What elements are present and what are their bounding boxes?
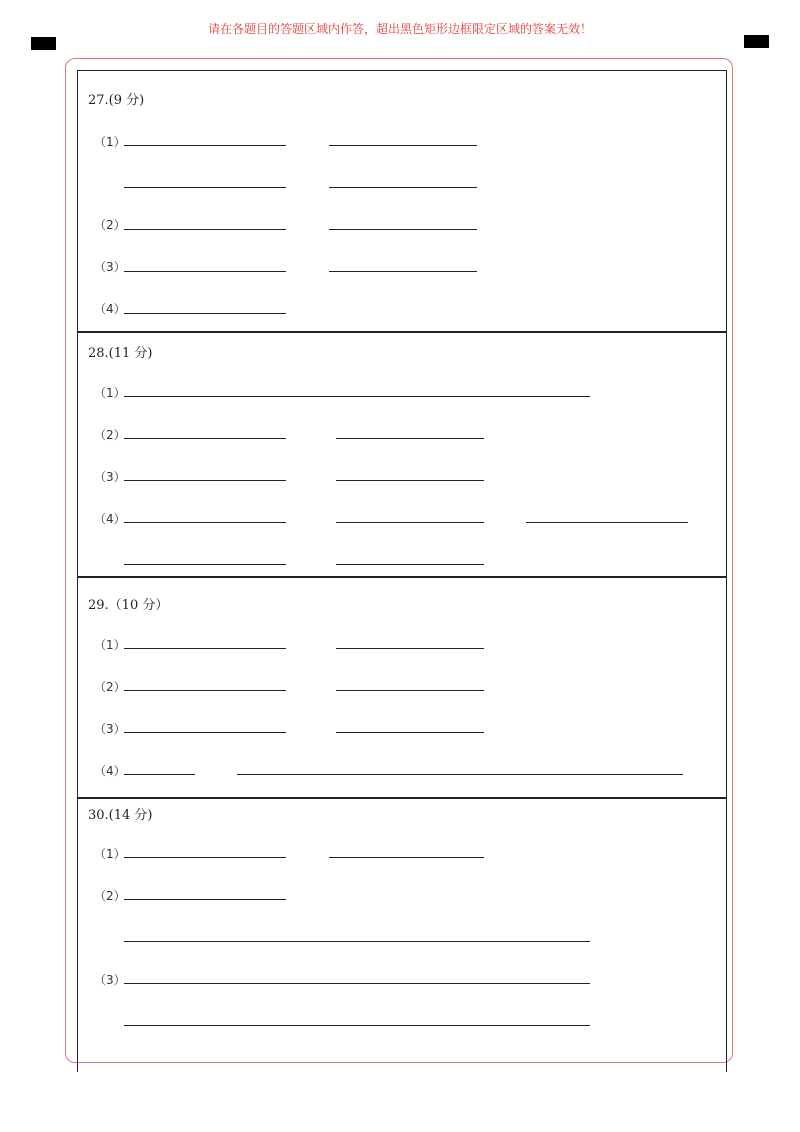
question-29-title: 29.（10 分） [88,598,169,613]
q30-2-blank-a[interactable] [124,899,286,900]
q30-2-blank-b[interactable] [124,941,590,942]
q30-item-3-number: （3） [94,973,126,987]
question-27-box [77,70,727,333]
q27-item-2-number: （2） [94,218,126,232]
alignment-mark-left [31,37,56,50]
q30-item-2-number: （2） [94,889,126,903]
q30-item-1-number: （1） [94,847,126,861]
q27-1-blank-b[interactable] [329,145,477,146]
q27-item-3-number: （3） [94,260,126,274]
q29-item-3-number: （3） [94,722,126,736]
q28-4-blank-b[interactable] [336,522,484,523]
question-30-box [77,797,727,1072]
q27-3-blank-b[interactable] [329,271,477,272]
q27-1-blank-a[interactable] [124,145,286,146]
answer-area-warning: 请在各题目的答题区域内作答，超出黑色矩形边框限定区域的答案无效！ [207,22,592,36]
alignment-mark-right [744,35,769,48]
q28-4-blank-e[interactable] [336,564,484,565]
q27-2-blank-b[interactable] [329,229,477,230]
q28-4-blank-d[interactable] [124,564,286,565]
q29-1-blank-b[interactable] [336,648,484,649]
q27-2-blank-a[interactable] [124,229,286,230]
q29-2-blank-b[interactable] [336,690,484,691]
q27-item-1-number: （1） [94,135,126,149]
q29-3-blank-a[interactable] [124,732,286,733]
q28-1-blank-a[interactable] [124,396,590,397]
q28-4-blank-a[interactable] [124,522,286,523]
q28-3-blank-b[interactable] [336,480,484,481]
q30-1-blank-b[interactable] [329,857,484,858]
q29-4-blank-a[interactable] [124,774,195,775]
q27-1-blank-c[interactable] [124,187,286,188]
q27-item-4-number: （4） [94,302,126,316]
q29-2-blank-a[interactable] [124,690,286,691]
q28-2-blank-b[interactable] [336,438,484,439]
question-28-box [77,331,727,578]
q27-1-blank-d[interactable] [329,187,477,188]
q30-1-blank-a[interactable] [124,857,286,858]
q28-3-blank-a[interactable] [124,480,286,481]
q28-item-2-number: （2） [94,428,126,442]
q27-4-blank-a[interactable] [124,313,286,314]
q29-item-1-number: （1） [94,638,126,652]
q29-4-blank-b[interactable] [237,774,683,775]
q29-item-2-number: （2） [94,680,126,694]
q30-3-blank-a[interactable] [124,983,590,984]
q29-item-4-number: （4） [94,764,126,778]
q28-item-1-number: （1） [94,386,126,400]
q28-4-blank-c[interactable] [526,522,688,523]
question-27-title: 27.(9 分) [88,93,145,108]
question-29-box [77,576,727,799]
q29-3-blank-b[interactable] [336,732,484,733]
question-30-title: 30.(14 分) [88,808,153,823]
q27-3-blank-a[interactable] [124,271,286,272]
q30-3-blank-b[interactable] [124,1025,590,1026]
q28-item-3-number: （3） [94,470,126,484]
question-28-title: 28.(11 分) [88,346,153,361]
q29-1-blank-a[interactable] [124,648,286,649]
q28-2-blank-a[interactable] [124,438,286,439]
q28-item-4-number: （4） [94,512,126,526]
